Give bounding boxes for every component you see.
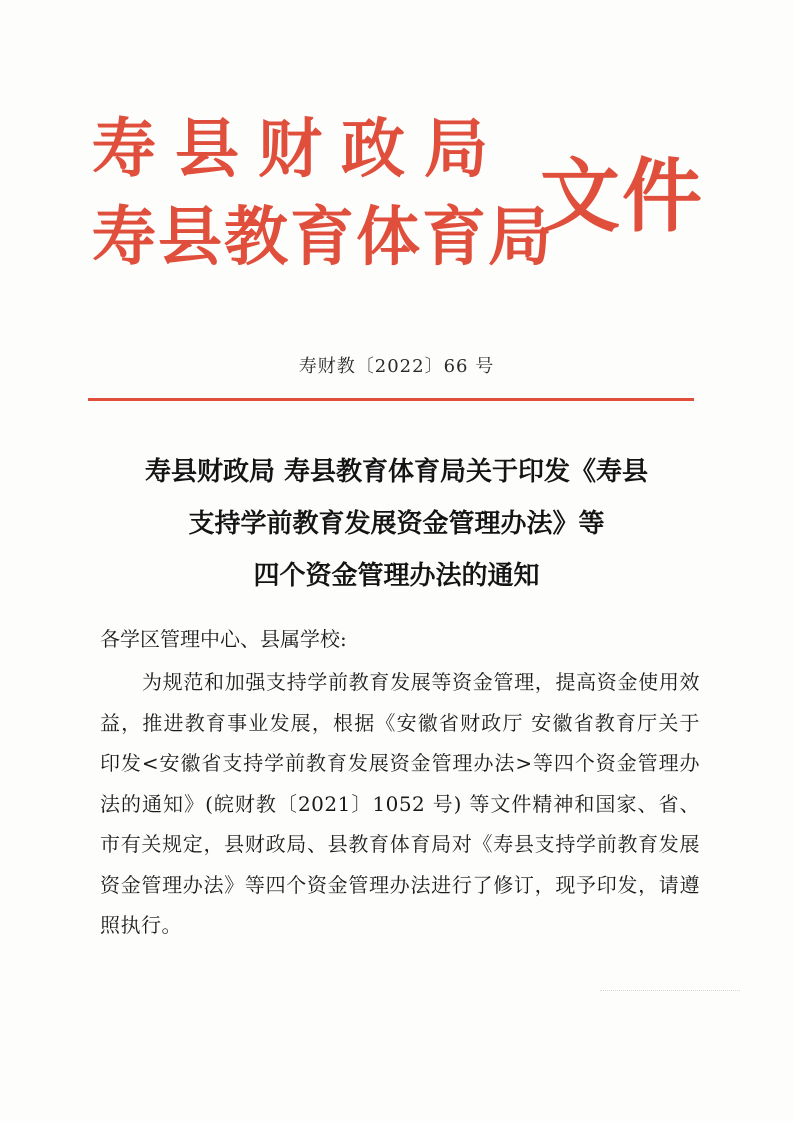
salutation: 各学区管理中心、县属学校: xyxy=(100,627,347,651)
document-number: 寿财教〔2022〕66 号 xyxy=(298,356,495,377)
red-divider-line xyxy=(88,398,694,401)
scan-artifact-divider xyxy=(600,990,740,995)
issuer-finance-bureau: 寿县财政局 xyxy=(92,112,507,187)
body-paragraph: 为规范和加强支持学前教育发展等资金管理，提高资金使用效益，推进教育事业发展，根据《安徽省财政厅 安徽省教育厅关于印发<安徽省支持学前教育发展资金管理办法>等四个资金管理办法的通知》(皖财教〔2021〕1052 号) 等文件精神和国家、省、市有关规定，县财政局、县教育体育局对《寿县支持学前教育发展资金管理办法》等四个资金管理办法进行了修订，现予印发，请遵照执行。 xyxy=(100,670,700,937)
issuer-education-sports-bureau: 寿县教育体育局 xyxy=(92,200,554,275)
document-label: 文件 xyxy=(540,149,704,243)
title-line-2: 支持学前教育发展资金管理办法》等 xyxy=(188,509,605,539)
title-line-1: 寿县财政局 寿县教育体育局关于印发《寿县 xyxy=(144,457,649,487)
notice-title xyxy=(0,446,793,602)
title-line-3: 四个资金管理办法的通知 xyxy=(253,561,540,591)
red-masthead xyxy=(0,0,793,300)
